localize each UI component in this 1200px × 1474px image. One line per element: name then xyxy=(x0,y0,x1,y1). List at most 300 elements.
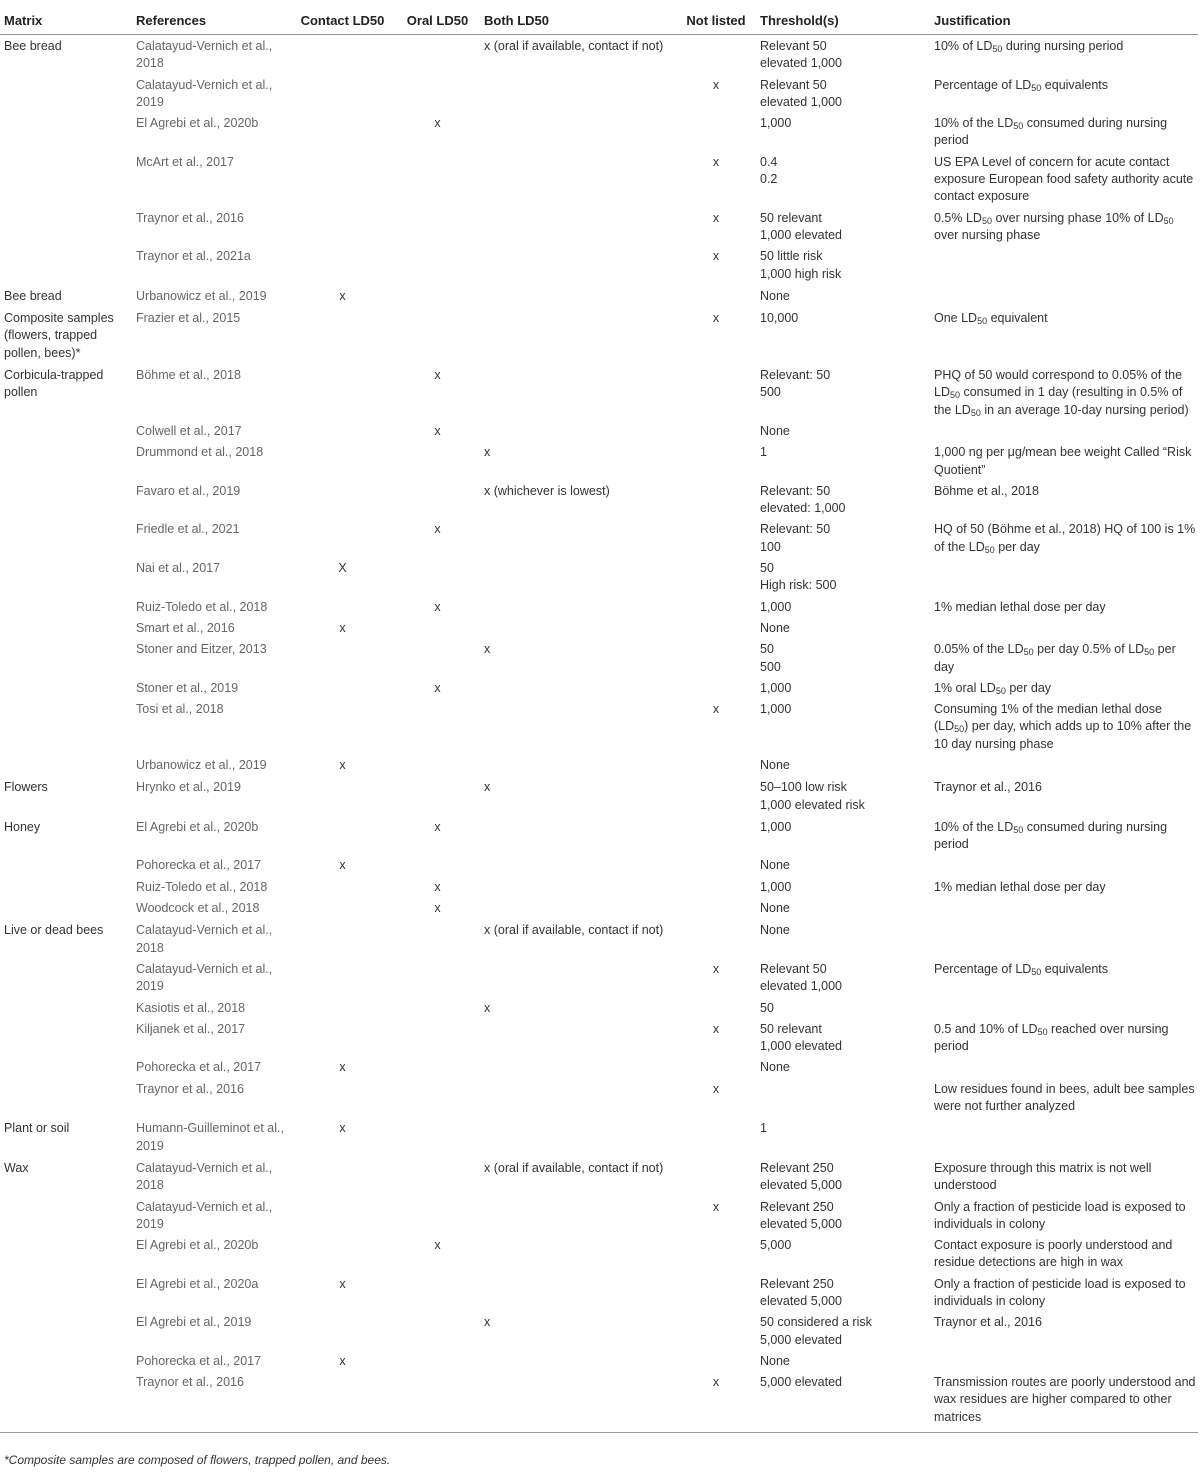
justification-text: Traynor et al., 2016 xyxy=(934,780,1042,795)
cell-not-listed xyxy=(676,597,756,618)
cell-justification xyxy=(930,1157,1198,1197)
threshold-line: 1,000 elevated risk xyxy=(760,797,865,812)
cell-both-ld50 xyxy=(480,519,676,558)
threshold-line: High risk: 500 xyxy=(760,578,837,593)
cell-reference: Stoner and Eitzer, 2013 xyxy=(136,642,267,657)
cell-matrix xyxy=(0,558,135,597)
cell-not-listed xyxy=(676,285,756,307)
cell-matrix: Bee bread xyxy=(4,288,62,303)
cell-thresholds xyxy=(756,246,930,285)
table-row xyxy=(0,1019,1198,1058)
cell-justification xyxy=(930,597,1198,618)
table-row xyxy=(0,481,1198,520)
cell-not-listed xyxy=(676,35,756,75)
cell-matrix: Plant or soil xyxy=(4,1121,70,1136)
threshold-line: Relevant: 50 xyxy=(760,522,831,537)
cell-not-listed xyxy=(676,998,756,1019)
threshold-line: 1,000 xyxy=(760,879,792,894)
cell-contact-ld50: x xyxy=(339,1276,346,1291)
cell-thresholds xyxy=(756,898,930,919)
table-row xyxy=(0,208,1198,247)
threshold-line: None xyxy=(760,858,790,873)
cell-thresholds xyxy=(756,1312,930,1351)
cell-justification xyxy=(930,558,1198,597)
cell-contact-ld50: X xyxy=(338,561,347,576)
cell-matrix xyxy=(0,208,135,247)
cell-both-ld50 xyxy=(480,618,676,639)
cell-reference: El Agrebi et al., 2019 xyxy=(136,1315,252,1330)
cell-reference: Pohorecka et al., 2017 xyxy=(136,1353,262,1368)
cell-oral-ld50 xyxy=(395,639,480,678)
cell-justification xyxy=(930,307,1198,364)
cell-reference: Calatayud-Vernich et al., 2018 xyxy=(136,39,273,71)
cell-both-ld50 xyxy=(480,1235,676,1274)
cell-justification xyxy=(930,75,1198,114)
cell-both-ld50 xyxy=(480,364,676,421)
cell-matrix xyxy=(0,1235,135,1274)
cell-not-listed xyxy=(676,481,756,520)
threshold-line: Relevant 250 xyxy=(760,1160,834,1175)
cell-not-listed xyxy=(676,421,756,442)
justification-text: 10% of the $LD_{50}$ consumed during nursing period xyxy=(934,819,1168,852)
threshold-line: Relevant 250 xyxy=(760,1199,834,1214)
cell-reference: Pohorecka et al., 2017 xyxy=(136,1060,262,1075)
cell-contact-ld50: x xyxy=(339,858,346,873)
threshold-line: Relevant: 50 xyxy=(760,483,831,498)
cell-matrix: Wax xyxy=(4,1160,29,1175)
cell-thresholds xyxy=(756,519,930,558)
cell-contact-ld50 xyxy=(290,152,395,208)
cell-thresholds xyxy=(756,1274,930,1313)
table-row xyxy=(0,1117,1198,1157)
threshold-line: 50 relevant xyxy=(760,1021,822,1036)
justification-text: 0.5% $LD_{50}$ over nursing phase 10% of $LD_{50}$ over nursing phase xyxy=(934,210,1174,242)
cell-justification xyxy=(930,113,1198,152)
threshold-line: elevated: 1,000 xyxy=(760,501,846,516)
cell-justification xyxy=(930,1372,1198,1432)
cell-thresholds xyxy=(756,75,930,114)
cell-contact-ld50 xyxy=(290,442,395,481)
cell-matrix xyxy=(0,246,135,285)
cell-matrix xyxy=(0,998,135,1019)
cell-contact-ld50 xyxy=(290,998,395,1019)
threshold-line: None xyxy=(760,901,790,916)
justification-text: Only a fraction of pesticide load is exposed to individuals in colony xyxy=(934,1199,1186,1231)
header-row xyxy=(0,7,1198,35)
cell-reference: Calatayud-Vernich et al., 2019 xyxy=(136,77,273,109)
cell-both-ld50 xyxy=(480,1117,676,1157)
cell-not-listed xyxy=(676,855,756,876)
cell-thresholds xyxy=(756,1079,930,1118)
threshold-line: elevated 1,000 xyxy=(760,94,843,109)
cell-reference: Friedle et al., 2021 xyxy=(136,522,240,537)
cell-oral-ld50 xyxy=(395,481,480,520)
cell-not-listed: x xyxy=(712,249,720,264)
cell-not-listed xyxy=(676,1157,756,1197)
cell-thresholds xyxy=(756,421,930,442)
cell-contact-ld50 xyxy=(290,678,395,699)
cell-matrix xyxy=(0,113,135,152)
cell-oral-ld50 xyxy=(395,959,480,998)
cell-both-ld50 xyxy=(480,816,676,856)
cell-matrix xyxy=(0,699,135,755)
threshold-line: 100 xyxy=(760,539,781,554)
cell-contact-ld50: x xyxy=(339,1353,346,1368)
threshold-line: 50 xyxy=(760,642,774,657)
cell-oral-ld50: x xyxy=(434,819,441,834)
cell-not-listed xyxy=(676,558,756,597)
cell-oral-ld50 xyxy=(395,246,480,285)
cell-justification xyxy=(930,442,1198,481)
cell-thresholds xyxy=(756,998,930,1019)
threshold-line: Relevant 50 xyxy=(760,39,827,53)
cell-oral-ld50 xyxy=(395,558,480,597)
cell-not-listed: x xyxy=(712,1199,720,1214)
cell-matrix xyxy=(0,755,135,776)
cell-thresholds xyxy=(756,113,930,152)
cell-thresholds xyxy=(756,597,930,618)
table-row xyxy=(0,919,1198,959)
cell-not-listed: x xyxy=(712,77,720,92)
table-row xyxy=(0,898,1198,919)
cell-matrix xyxy=(0,855,135,876)
cell-matrix xyxy=(0,597,135,618)
cell-justification xyxy=(930,755,1198,776)
cell-oral-ld50 xyxy=(395,1057,480,1078)
cell-not-listed xyxy=(676,519,756,558)
cell-contact-ld50 xyxy=(290,919,395,959)
cell-matrix xyxy=(0,1372,135,1432)
threshold-line: 5,000 elevated xyxy=(760,1332,843,1347)
cell-contact-ld50 xyxy=(290,113,395,152)
cell-justification xyxy=(930,959,1198,998)
cell-not-listed xyxy=(676,113,756,152)
threshold-line: None xyxy=(760,620,790,635)
cell-both-ld50: x xyxy=(484,1000,491,1015)
cell-reference: Traynor et al., 2016 xyxy=(136,1081,244,1096)
threshold-line: 1,000 xyxy=(760,599,792,614)
cell-contact-ld50 xyxy=(290,1312,395,1351)
threshold-line: Relevant 50 xyxy=(760,77,827,92)
cell-contact-ld50 xyxy=(290,75,395,114)
threshold-line: 50 xyxy=(760,561,774,576)
table-row xyxy=(0,597,1198,618)
cell-not-listed: x xyxy=(712,1021,720,1036)
table-row xyxy=(0,113,1198,152)
table-row xyxy=(0,776,1198,816)
cell-reference: Ruiz-Toledo et al., 2018 xyxy=(136,599,268,614)
header-not-listed: Not listed xyxy=(676,7,756,35)
cell-thresholds xyxy=(756,364,930,421)
cell-not-listed xyxy=(676,776,756,816)
justification-text: 1% oral $LD_{50}$ per day xyxy=(934,680,1052,696)
cell-contact-ld50 xyxy=(290,959,395,998)
cell-both-ld50 xyxy=(480,755,676,776)
cell-reference: Favaro et al., 2019 xyxy=(136,483,241,498)
cell-not-listed xyxy=(676,898,756,919)
cell-oral-ld50 xyxy=(395,1197,480,1236)
header-both-ld50: Both LD50 xyxy=(480,7,676,35)
cell-oral-ld50 xyxy=(395,855,480,876)
cell-not-listed xyxy=(676,919,756,959)
table-row xyxy=(0,1079,1198,1118)
cell-not-listed xyxy=(676,618,756,639)
cell-reference: El Agrebi et al., 2020b xyxy=(136,819,259,834)
cell-contact-ld50: x xyxy=(339,1060,346,1075)
cell-both-ld50 xyxy=(480,113,676,152)
cell-oral-ld50 xyxy=(395,618,480,639)
cell-reference: Traynor et al., 2021a xyxy=(136,249,251,264)
cell-not-listed xyxy=(676,639,756,678)
cell-thresholds xyxy=(756,855,930,876)
cell-both-ld50 xyxy=(480,421,676,442)
cell-not-listed: x xyxy=(712,154,720,169)
cell-matrix xyxy=(0,1274,135,1313)
cell-oral-ld50: x xyxy=(434,116,441,131)
table-row xyxy=(0,699,1198,755)
cell-reference: Woodcock et al., 2018 xyxy=(136,901,260,916)
cell-not-listed: x xyxy=(712,702,720,717)
cell-matrix xyxy=(0,1079,135,1118)
threshold-line: elevated 5,000 xyxy=(760,1216,843,1231)
cell-thresholds xyxy=(756,152,930,208)
cell-not-listed xyxy=(676,364,756,421)
cell-oral-ld50: x xyxy=(434,599,441,614)
cell-thresholds xyxy=(756,481,930,520)
cell-not-listed xyxy=(676,1117,756,1157)
cell-both-ld50 xyxy=(480,898,676,919)
cell-justification xyxy=(930,246,1198,285)
cell-contact-ld50 xyxy=(290,898,395,919)
cell-justification xyxy=(930,618,1198,639)
cell-reference: Urbanowicz et al., 2019 xyxy=(136,288,267,303)
threshold-line: 500 xyxy=(760,385,781,400)
threshold-line: None xyxy=(760,757,790,772)
cell-justification xyxy=(930,481,1198,520)
table-row xyxy=(0,442,1198,481)
cell-matrix xyxy=(0,442,135,481)
header-thresholds: Threshold(s) xyxy=(756,7,930,35)
justification-text: Traynor et al., 2016 xyxy=(934,1315,1042,1330)
cell-both-ld50 xyxy=(480,1057,676,1078)
cell-reference: Humann-Guilleminot et al., 2019 xyxy=(136,1121,284,1153)
table-row xyxy=(0,755,1198,776)
cell-reference: Frazier et al., 2015 xyxy=(136,311,241,326)
cell-not-listed xyxy=(676,678,756,699)
cell-justification xyxy=(930,208,1198,247)
table-row xyxy=(0,678,1198,699)
cell-contact-ld50 xyxy=(290,307,395,364)
cell-thresholds xyxy=(756,1351,930,1372)
cell-contact-ld50: x xyxy=(339,1121,346,1136)
cell-justification xyxy=(930,1235,1198,1274)
cell-matrix xyxy=(0,639,135,678)
justification-text: 1% median lethal dose per day xyxy=(934,599,1106,614)
threshold-line: 1,000 xyxy=(760,819,792,834)
cell-both-ld50: x xyxy=(484,642,491,657)
cell-matrix xyxy=(0,618,135,639)
cell-contact-ld50 xyxy=(290,1372,395,1432)
threshold-line: None xyxy=(760,1060,790,1075)
table-row xyxy=(0,1057,1198,1078)
cell-oral-ld50: x xyxy=(434,368,441,383)
cell-both-ld50 xyxy=(480,1197,676,1236)
justification-text: Low residues found in bees, adult bee samples were not further analyzed xyxy=(934,1081,1195,1114)
cell-thresholds xyxy=(756,442,930,481)
cell-reference: Traynor et al., 2016 xyxy=(136,210,244,225)
cell-matrix xyxy=(0,421,135,442)
cell-thresholds xyxy=(756,959,930,998)
table-body xyxy=(0,35,1198,1433)
cell-thresholds xyxy=(756,35,930,75)
cell-justification xyxy=(930,519,1198,558)
justification-text: Exposure through this matrix is not well understood xyxy=(934,1160,1152,1193)
cell-oral-ld50: x xyxy=(434,423,441,438)
threshold-line: None xyxy=(760,288,790,303)
threshold-line: 0.2 xyxy=(760,172,778,187)
cell-contact-ld50: x xyxy=(339,757,346,772)
cell-matrix xyxy=(0,1351,135,1372)
justification-text: 10% of the $LD_{50}$ consumed during nursing period xyxy=(934,116,1168,148)
ld50-threshold-table xyxy=(0,7,1198,1433)
cell-contact-ld50 xyxy=(290,699,395,755)
justification-text: PHQ of 50 would correspond to 0.05% of the $LD_{50}$ consumed in 1 day (resulting in 0.5% of the $LD_{50}$ in an average 10-day nursing period) xyxy=(934,368,1189,418)
justification-text: Percentage of $LD_{50}$ equivalents xyxy=(934,961,1109,977)
cell-both-ld50: x xyxy=(484,780,491,795)
table-row xyxy=(0,1197,1198,1236)
cell-reference: El Agrebi et al., 2020b xyxy=(136,1238,259,1253)
cell-not-listed xyxy=(676,1235,756,1274)
cell-contact-ld50 xyxy=(290,1157,395,1197)
table-row xyxy=(0,1372,1198,1432)
cell-thresholds xyxy=(756,678,930,699)
cell-both-ld50 xyxy=(480,699,676,755)
cell-matrix xyxy=(0,1197,135,1236)
cell-oral-ld50: x xyxy=(434,522,441,537)
cell-thresholds xyxy=(756,919,930,959)
cell-contact-ld50 xyxy=(290,208,395,247)
cell-reference: Kiljanek et al., 2017 xyxy=(136,1021,246,1036)
cell-oral-ld50: x xyxy=(434,901,441,916)
cell-reference: Hrynko et al., 2019 xyxy=(136,780,241,795)
table-row xyxy=(0,855,1198,876)
cell-both-ld50 xyxy=(480,1019,676,1058)
table-row xyxy=(0,558,1198,597)
cell-contact-ld50 xyxy=(290,597,395,618)
cell-matrix: Honey xyxy=(4,819,41,834)
cell-thresholds xyxy=(756,699,930,755)
cell-oral-ld50: x xyxy=(434,680,441,695)
threshold-line: 1,000 xyxy=(760,116,792,131)
cell-reference: Kasiotis et al., 2018 xyxy=(136,1000,246,1015)
cell-justification xyxy=(930,877,1198,898)
table-row xyxy=(0,816,1198,856)
cell-contact-ld50 xyxy=(290,364,395,421)
cell-both-ld50: x (whichever is lowest) xyxy=(484,483,610,498)
threshold-line: Relevant: 50 xyxy=(760,368,831,383)
cell-justification xyxy=(930,285,1198,307)
table-row xyxy=(0,35,1198,75)
cell-contact-ld50 xyxy=(290,35,395,75)
cell-justification xyxy=(930,1274,1198,1313)
cell-reference: Calatayud-Vernich et al., 2018 xyxy=(136,923,273,955)
cell-contact-ld50 xyxy=(290,816,395,856)
table-row xyxy=(0,152,1198,208)
cell-oral-ld50 xyxy=(395,307,480,364)
table-row xyxy=(0,1351,1198,1372)
cell-reference: McArt et al., 2017 xyxy=(136,154,234,169)
justification-text: 1,000 ng per μg/mean bee weight Called “Risk Quotient” xyxy=(934,445,1192,477)
justification-text: 10% of $LD_{50}$ during nursing period xyxy=(934,39,1124,54)
cell-contact-ld50 xyxy=(290,639,395,678)
cell-reference: Drummond et al., 2018 xyxy=(136,445,264,460)
cell-not-listed xyxy=(676,877,756,898)
cell-contact-ld50: x xyxy=(339,288,346,303)
threshold-line: 1,000 xyxy=(760,680,792,695)
threshold-line: 1,000 xyxy=(760,702,792,717)
cell-matrix xyxy=(0,1312,135,1351)
cell-contact-ld50 xyxy=(290,246,395,285)
table-row xyxy=(0,421,1198,442)
cell-oral-ld50 xyxy=(395,1372,480,1432)
cell-matrix xyxy=(0,959,135,998)
cell-not-listed: x xyxy=(676,1372,756,1432)
threshold-line: None xyxy=(760,1353,790,1368)
cell-justification xyxy=(930,998,1198,1019)
cell-oral-ld50 xyxy=(395,1079,480,1118)
table-row xyxy=(0,307,1198,364)
cell-thresholds xyxy=(756,1235,930,1274)
cell-oral-ld50 xyxy=(395,699,480,755)
threshold-line: 0.4 xyxy=(760,154,778,169)
cell-not-listed: x xyxy=(712,961,720,976)
cell-both-ld50 xyxy=(480,285,676,307)
cell-both-ld50: x (oral if available, contact if not) xyxy=(484,1160,664,1175)
cell-matrix xyxy=(0,75,135,114)
cell-thresholds xyxy=(756,1197,930,1236)
cell-both-ld50 xyxy=(480,678,676,699)
threshold-line: 5,000 elevated xyxy=(760,1375,843,1390)
cell-oral-ld50: x xyxy=(434,879,441,894)
threshold-line: Relevant 250 xyxy=(760,1276,834,1291)
cell-justification xyxy=(930,699,1198,755)
header-matrix: Matrix xyxy=(0,7,135,35)
cell-oral-ld50 xyxy=(395,75,480,114)
cell-contact-ld50 xyxy=(290,1197,395,1236)
cell-reference: Calatayud-Vernich et al., 2019 xyxy=(136,1199,273,1231)
cell-thresholds xyxy=(756,1372,930,1432)
cell-oral-ld50 xyxy=(395,998,480,1019)
cell-justification xyxy=(930,1351,1198,1372)
cell-reference: Ruiz-Toledo et al., 2018 xyxy=(136,879,268,894)
cell-justification xyxy=(930,1197,1198,1236)
cell-justification xyxy=(930,639,1198,678)
threshold-line: 50 little risk xyxy=(760,249,823,264)
cell-justification xyxy=(930,855,1198,876)
header-oral-ld50: Oral LD50 xyxy=(395,7,480,35)
cell-not-listed xyxy=(676,1057,756,1078)
cell-both-ld50 xyxy=(480,152,676,208)
cell-contact-ld50 xyxy=(290,1235,395,1274)
cell-oral-ld50 xyxy=(395,208,480,247)
justification-text: 1% median lethal dose per day xyxy=(934,879,1106,894)
cell-matrix: Flowers xyxy=(4,780,48,795)
cell-oral-ld50 xyxy=(395,152,480,208)
cell-matrix xyxy=(0,1057,135,1078)
cell-reference: Nai et al., 2017 xyxy=(136,561,221,576)
table-row xyxy=(0,639,1198,678)
cell-oral-ld50 xyxy=(395,35,480,75)
